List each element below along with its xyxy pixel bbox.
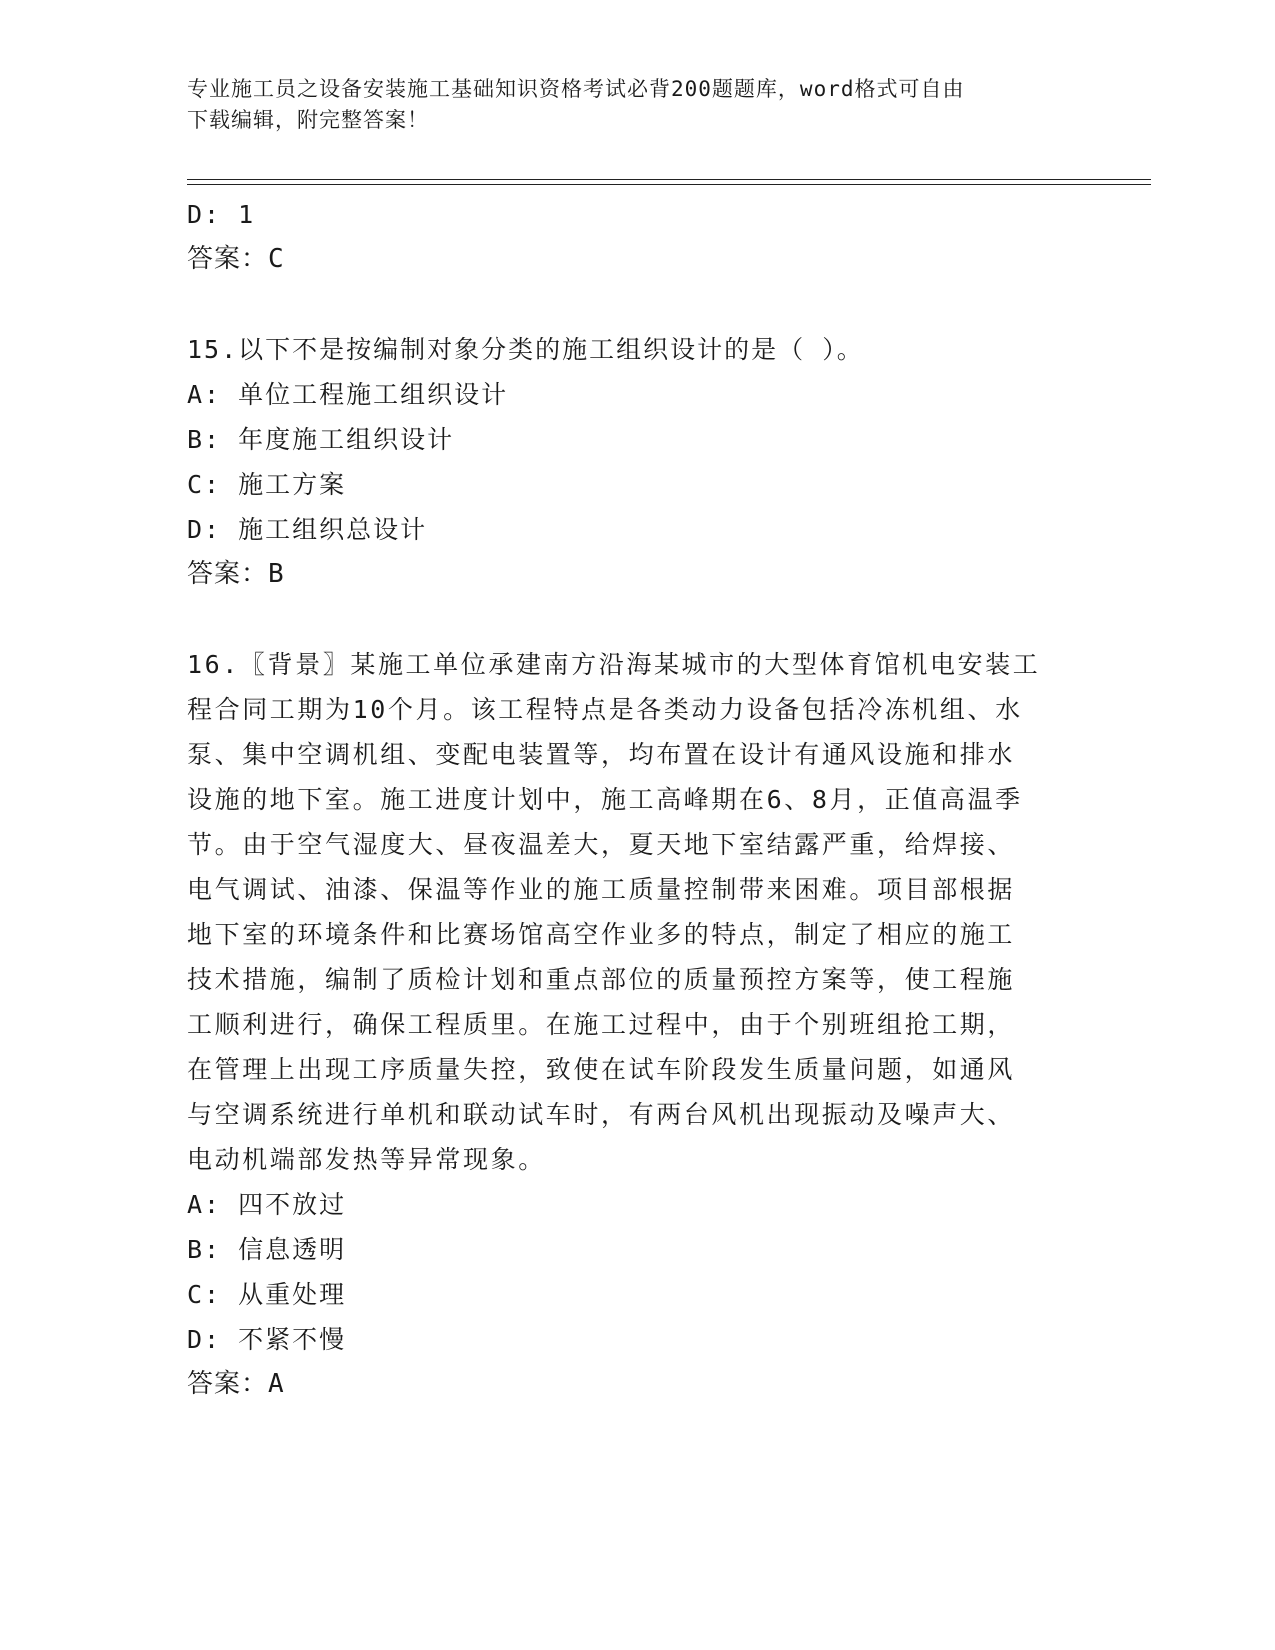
header-divider-bottom — [187, 184, 1151, 185]
header-line-2: 下载编辑，附完整答案！ — [187, 108, 429, 132]
q16-option-b: B: 信息透明 — [187, 1235, 347, 1264]
q16-stem-line: 在管理上出现工序质量失控，致使在试车阶段发生质量问题，如通风 — [187, 1055, 1016, 1084]
question-content — [187, 192, 1087, 1407]
q16-stem-line: 节。由于空气湿度大、昼夜温差大，夏天地下室结露严重，给焊接、 — [187, 830, 1016, 859]
q14-answer: 答案：C — [187, 244, 285, 274]
q16-stem-line: 电气调试、油漆、保温等作业的施工质量控制带来困难。项目部根据 — [187, 875, 1016, 904]
header-line-1: 专业施工员之设备安装施工基础知识资格考试必背200题题库，word格式可自由 — [187, 77, 965, 101]
q14-option-d: D: 1 — [187, 200, 256, 229]
q16-stem-line: 设施的地下室。施工进度计划中，施工高峰期在6、8月，正值高温季 — [187, 785, 1023, 814]
spacer — [187, 282, 1087, 327]
q15-answer: 答案：B — [187, 559, 285, 589]
spacer — [187, 597, 1087, 642]
q16-stem-line: 16.〖背景〗某施工单位承建南方沿海某城市的大型体育馆机电安装工 — [187, 650, 1041, 679]
q15-stem: 15.以下不是按编制对象分类的施工组织设计的是（ ）。 — [187, 335, 864, 364]
q16-stem-line: 技术措施，编制了质检计划和重点部位的质量预控方案等，使工程施 — [187, 965, 1016, 994]
q16-stem-line: 电动机端部发热等异常现象。 — [187, 1145, 546, 1174]
q16-stem-line: 程合同工期为10个月。该工程特点是各类动力设备包括冷冻机组、水 — [187, 695, 1023, 724]
q15-option-d: D: 施工组织总设计 — [187, 515, 428, 544]
header-divider-top — [187, 179, 1151, 180]
page-header — [187, 74, 1087, 136]
q16-stem-line: 与空调系统进行单机和联动试车时，有两台风机出现振动及噪声大、 — [187, 1100, 1016, 1129]
q16-option-d: D: 不紧不慢 — [187, 1325, 347, 1354]
q16-stem-line: 地下室的环境条件和比赛场馆高空作业多的特点，制定了相应的施工 — [187, 920, 1016, 949]
q16-option-a: A: 四不放过 — [187, 1190, 347, 1219]
q15-option-c: C: 施工方案 — [187, 470, 347, 499]
q16-stem — [187, 642, 1067, 1182]
q16-answer: 答案：A — [187, 1369, 285, 1399]
q15-option-b: B: 年度施工组织设计 — [187, 425, 455, 454]
q16-stem-line: 泵、集中空调机组、变配电装置等，均布置在设计有通风设施和排水 — [187, 740, 1016, 769]
q15-option-a: A: 单位工程施工组织设计 — [187, 380, 509, 409]
q16-stem-line: 工顺利进行，确保工程质里。在施工过程中，由于个别班组抢工期， — [187, 1010, 1016, 1039]
q16-option-c: C: 从重处理 — [187, 1280, 347, 1309]
